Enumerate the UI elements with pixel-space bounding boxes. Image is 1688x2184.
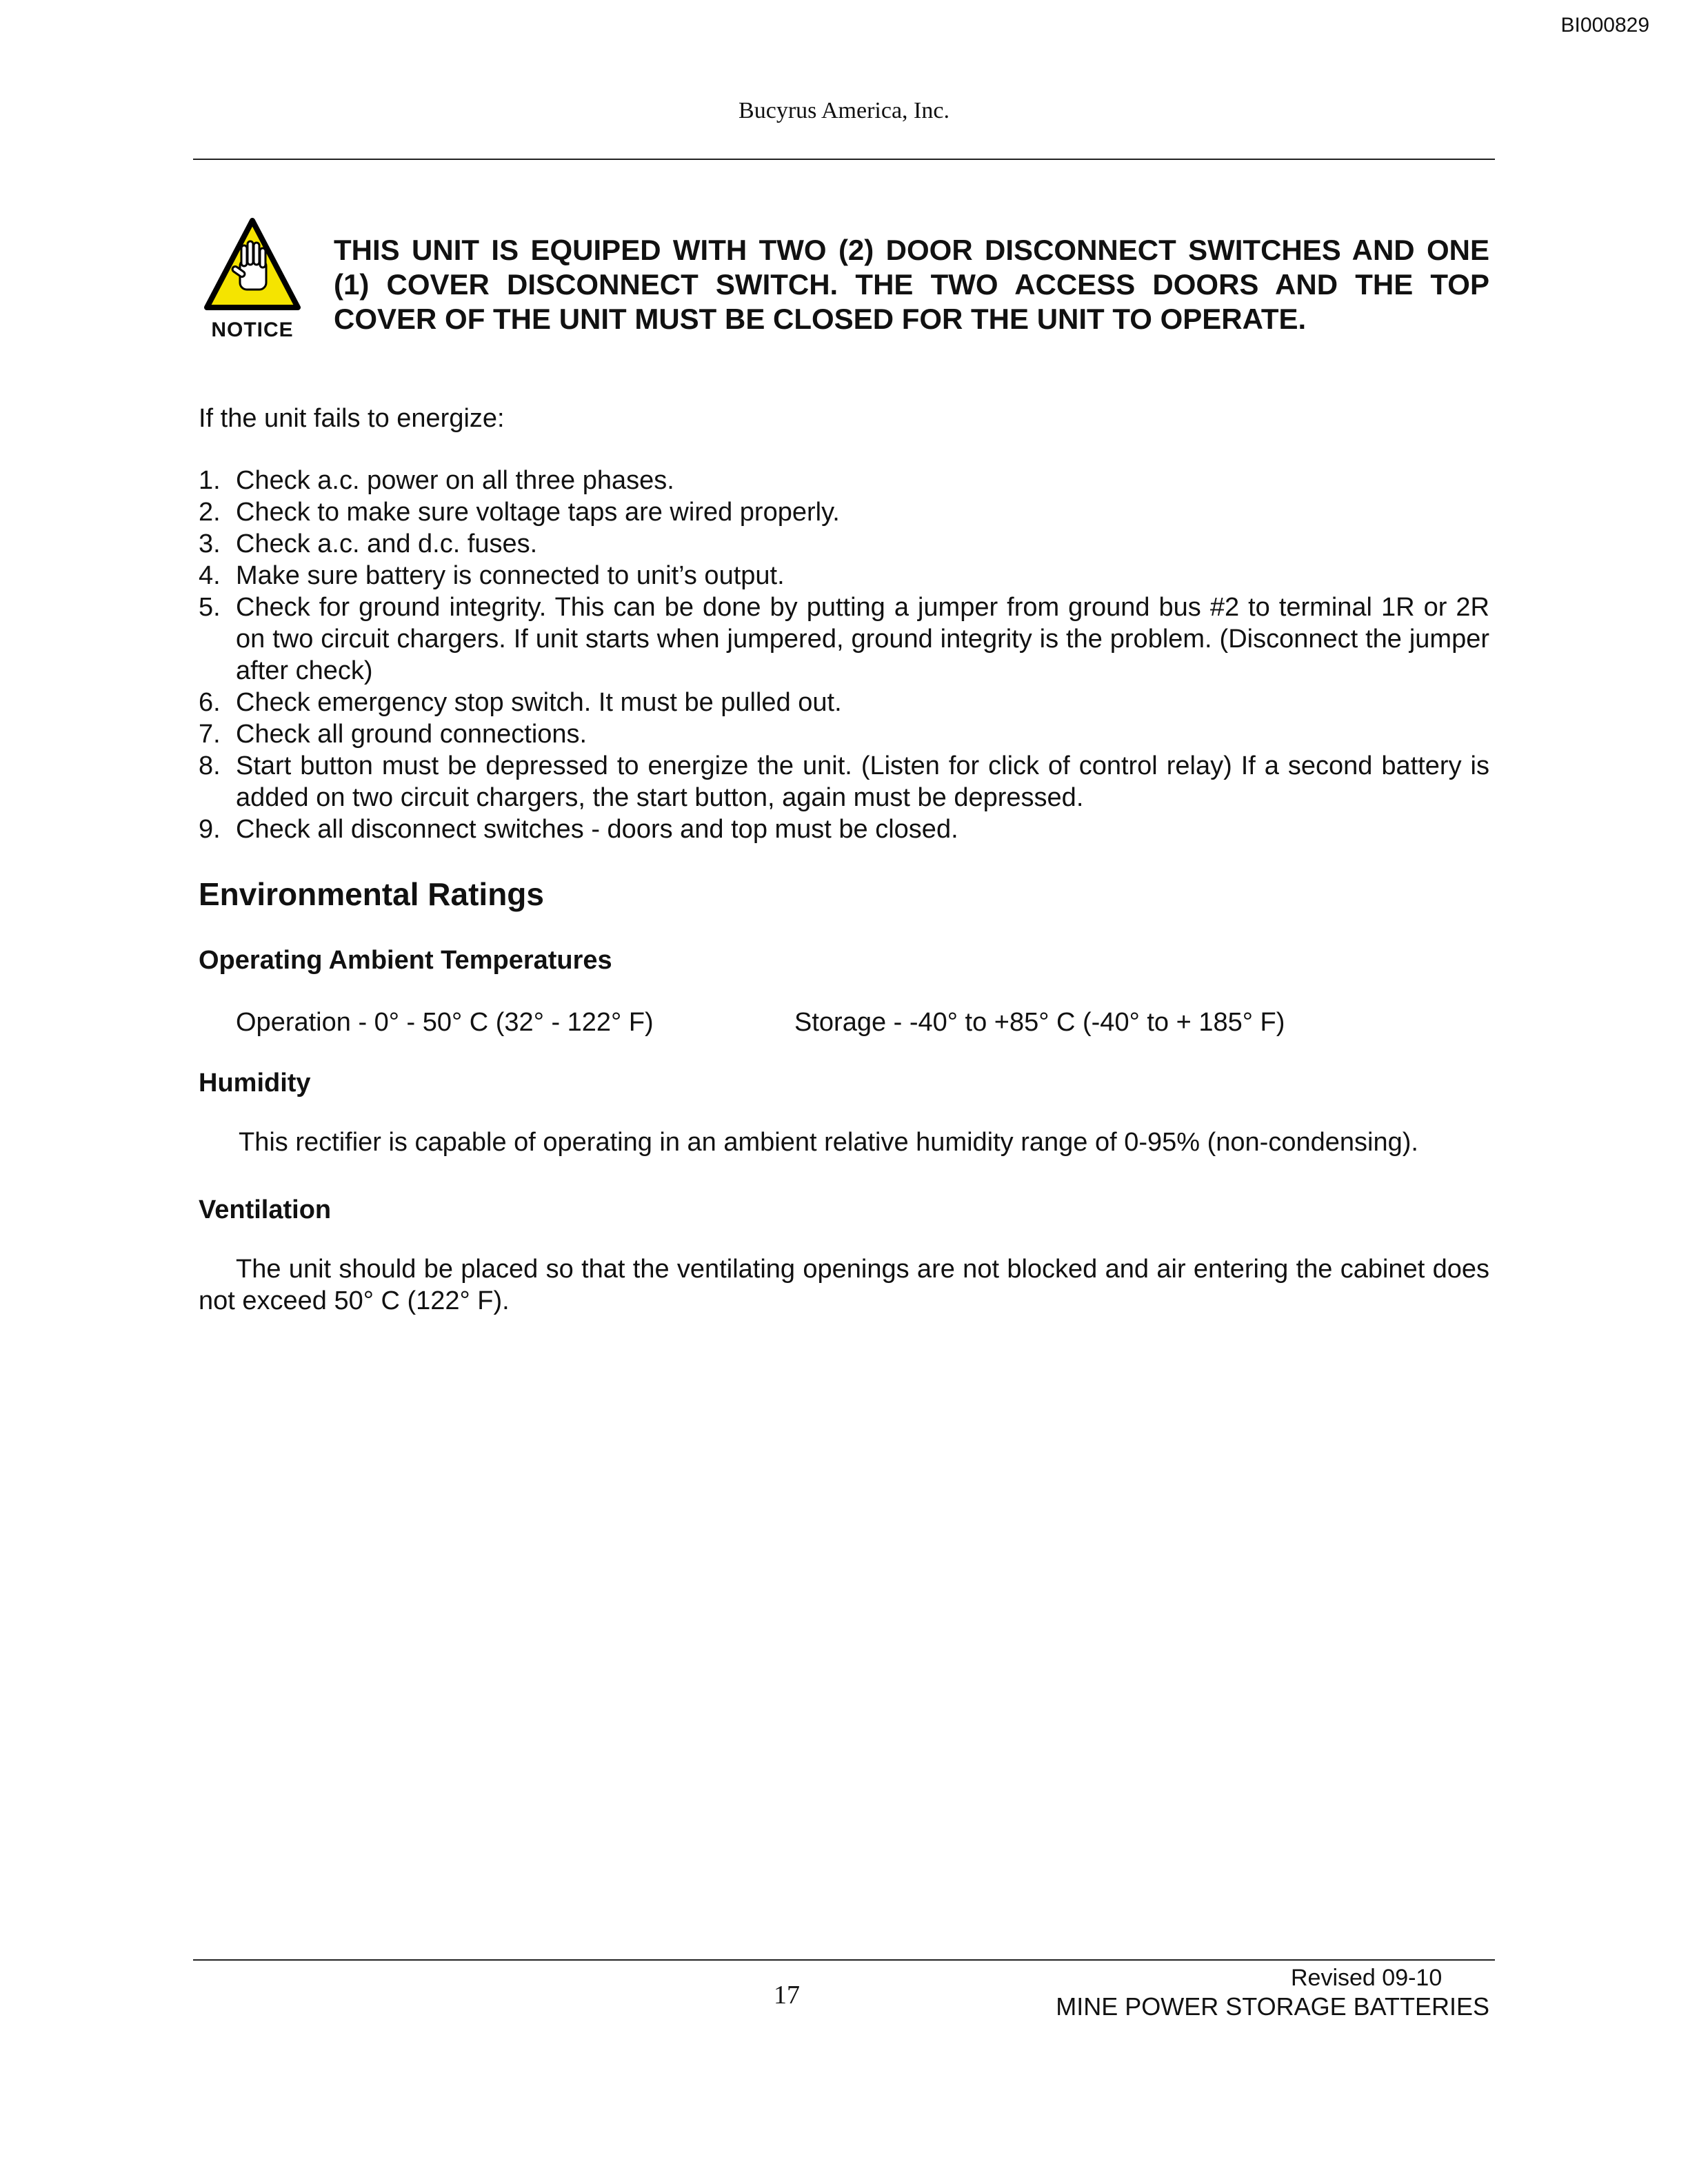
temperature-heading: Operating Ambient Temperatures [199, 946, 612, 975]
ventilation-text: The unit should be placed so that the ventilating openings are not blocked and air entering the cabinet does not exceed 50° C (122° F). [199, 1255, 1489, 1315]
list-item-number: 6. [199, 688, 221, 717]
list-item-number: 9. [199, 815, 221, 844]
list-item [199, 718, 1489, 750]
humidity-heading: Humidity [199, 1069, 311, 1098]
ventilation-heading: Ventilation [199, 1195, 332, 1224]
footer-rule [193, 1959, 1495, 1961]
list-item-text: Check a.c. and d.c. fuses. [236, 529, 538, 558]
list-item-number: 4. [199, 561, 221, 590]
list-item [199, 687, 1489, 718]
list-item-text: Make sure battery is connected to unit’s output. [236, 561, 785, 590]
list-item [199, 560, 1489, 592]
list-item [199, 528, 1489, 560]
troubleshooting-steps [199, 465, 1489, 845]
list-item-text: Check to make sure voltage taps are wired properly. [236, 498, 840, 527]
operation-temperature: Operation - 0° - 50° C (32° - 122° F) [236, 1008, 654, 1037]
list-item [199, 813, 1489, 845]
environmental-heading: Environmental Ratings [199, 876, 544, 912]
revision-date: Revised 09-10 [1291, 1965, 1443, 1991]
hand-warning-icon [204, 218, 301, 312]
humidity-text: This rectifier is capable of operating in an ambient relative humidity range of 0-95% (non-condensing). [239, 1128, 1418, 1157]
page-number: 17 [774, 1981, 800, 2010]
list-item-number: 1. [199, 466, 221, 495]
notice-block-icon [204, 218, 301, 345]
list-item-number: 2. [199, 498, 221, 527]
list-item-number: 8. [199, 751, 221, 780]
list-item-number: 5. [199, 593, 221, 622]
list-item-text: Check a.c. power on all three phases. [236, 466, 674, 495]
footer-title: MINE POWER STORAGE BATTERIES [1056, 1992, 1489, 2021]
document-id: BI000829 [1560, 14, 1649, 37]
list-item-text: Start button must be depressed to energize the unit. (Listen for click of control relay) If a second battery is added on two circuit chargers, the start button, again must be depressed. [236, 751, 1489, 812]
list-item-text: Check emergency stop switch. It must be pulled out. [236, 688, 842, 717]
list-item-number: 3. [199, 529, 221, 558]
notice-text: THIS UNIT IS EQUIPED WITH TWO (2) DOOR DISCONNECT SWITCHES AND ONE (1) COVER DISCONNECT SWITCH. THE TWO ACCESS DOORS AND THE TOP COVER OF THE UNIT MUST BE CLOSED FOR THE UNIT TO OPERATE. [334, 234, 1489, 335]
notice-label: NOTICE [211, 318, 294, 341]
storage-temperature: Storage - -40° to +85° C (-40° to + 185° F) [794, 1008, 1285, 1037]
list-item-text: Check all disconnect switches - doors and top must be closed. [236, 815, 958, 844]
list-item [199, 465, 1489, 496]
list-item [199, 592, 1489, 687]
list-item [199, 496, 1489, 528]
troubleshooting-intro: If the unit fails to energize: [199, 404, 505, 433]
list-item-text: Check for ground integrity. This can be done by putting a jumper from ground bus #2 to terminal 1R or 2R on two circuit chargers. If unit starts when jumpered, ground integrity is the problem. (Disconnect the jumper after check) [236, 593, 1489, 685]
list-item [199, 750, 1489, 813]
list-item-number: 7. [199, 720, 221, 749]
header-rule [193, 159, 1495, 160]
list-item-text: Check all ground connections. [236, 720, 587, 749]
company-header: Bucyrus America, Inc. [738, 98, 950, 123]
